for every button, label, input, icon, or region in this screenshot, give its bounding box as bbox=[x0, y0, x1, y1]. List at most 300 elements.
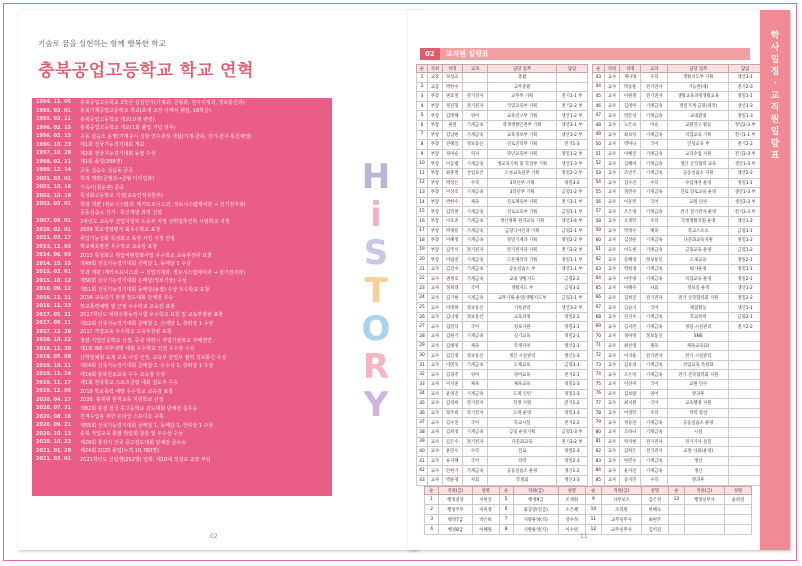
table-cell: 교사 bbox=[604, 92, 620, 102]
table-cell: 71 bbox=[593, 341, 605, 351]
table-cell: 공동실습소 지원 bbox=[668, 168, 729, 178]
table-cell: 교장 bbox=[428, 73, 443, 83]
table-cell: 생산계획 원격교육 기획 bbox=[488, 216, 557, 226]
table-cell: 수학 bbox=[641, 73, 668, 83]
table-cell: 박희정 bbox=[620, 264, 641, 274]
table-cell: SNS bbox=[668, 332, 729, 342]
table-cell: 학생 지원 bbox=[488, 399, 557, 409]
timeline-text: 충북공업고등학교 개교(교명 변경) bbox=[80, 116, 155, 123]
table-cell: 학생생활지원 운영 bbox=[668, 216, 729, 226]
timeline-date: 2017. 05. 31 bbox=[36, 311, 72, 318]
table-cell: 84 bbox=[593, 466, 605, 476]
table-cell: 생산 시설관리 bbox=[488, 351, 557, 361]
table-cell: 기계금속 bbox=[462, 264, 488, 274]
table-cell: 생산3-2 부 bbox=[556, 130, 587, 140]
table-cell: 기계금속 bbox=[462, 255, 488, 265]
table-cell: 전기3-1 부 bbox=[556, 197, 587, 207]
table-cell: 77 bbox=[593, 399, 605, 409]
table-cell: 박은희 bbox=[472, 515, 499, 525]
table-cell: 금형1-2 bbox=[729, 245, 762, 255]
table-cell: 57 bbox=[593, 207, 605, 217]
table-cell: 교무부 기획 bbox=[488, 92, 557, 102]
table-cell: 33 bbox=[417, 380, 428, 390]
table-cell: 15 bbox=[417, 207, 428, 217]
table-cell: 78 bbox=[593, 408, 605, 418]
table-cell: 정주희 bbox=[442, 408, 462, 418]
table-cell: 정밀기계 금형(제작) bbox=[668, 101, 729, 111]
table-cell: 김수진 bbox=[620, 178, 641, 188]
table-cell: 58 bbox=[593, 216, 605, 226]
column-header: 순 bbox=[425, 487, 439, 495]
page-number-left: 02 bbox=[210, 533, 218, 540]
table-cell: 사회 bbox=[462, 475, 488, 485]
table-cell: 박문성 bbox=[620, 111, 641, 121]
table-cell: 학생자치 bbox=[488, 341, 557, 351]
timeline-date: 1996. 10. 23 bbox=[36, 141, 72, 148]
table-cell: 정미순 bbox=[442, 149, 462, 159]
table-cell: 22 bbox=[417, 274, 428, 284]
table-row bbox=[593, 226, 762, 236]
table-cell: 정성교 bbox=[442, 73, 462, 83]
table-cell: 최보성 bbox=[620, 130, 641, 140]
table-cell: 74 bbox=[593, 370, 605, 380]
timeline-text: 2013 특성화고 취업역량강화사업 우수학교 교육부장관 표창 bbox=[80, 252, 212, 259]
table-cell: 이지훈 bbox=[620, 351, 641, 361]
table-cell: 생산2-3 부 bbox=[729, 197, 762, 207]
tab-character: 직 bbox=[770, 103, 780, 113]
table-cell: 부장 bbox=[428, 111, 443, 121]
timeline-entry bbox=[32, 107, 332, 116]
timeline-entry bbox=[32, 217, 332, 226]
timeline-text: 2019 학교폭력 예방 우수학교 교육감 표창 bbox=[80, 388, 174, 395]
table-row bbox=[417, 207, 588, 217]
table-cell: 김희진 bbox=[620, 293, 641, 303]
tab-character: 람 bbox=[770, 139, 780, 149]
table-cell: 46 bbox=[593, 101, 605, 111]
table-cell: 최현주 bbox=[641, 515, 668, 525]
table-row bbox=[593, 389, 762, 399]
table-cell: 영어 bbox=[641, 389, 668, 399]
timeline-date: 2007. 09. 01 bbox=[36, 218, 72, 225]
table-row bbox=[417, 274, 588, 284]
table-cell: 32 bbox=[417, 370, 428, 380]
timeline-text: 제1회 WE-하루대학 대회 우수학교 선정 우수상 수상 bbox=[80, 346, 195, 353]
table-cell: 정승연 bbox=[620, 418, 641, 428]
table-cell: 교육정보부 기획 bbox=[488, 130, 557, 140]
timeline-date: 2001. 03. 01 bbox=[36, 175, 72, 182]
table-cell: 기계금속 bbox=[462, 389, 488, 399]
timeline-date: 2019. 11. 17 bbox=[36, 379, 72, 386]
table-cell: 교사 bbox=[428, 437, 443, 447]
table-cell: 60 bbox=[593, 236, 605, 246]
table-cell: 김유리 bbox=[620, 360, 641, 370]
table-cell: 미술 bbox=[641, 120, 668, 130]
table-row bbox=[593, 245, 762, 255]
table-cell: 50 bbox=[593, 140, 605, 150]
table-row bbox=[593, 360, 762, 370]
table-cell: 정밀기계과 기획 bbox=[488, 236, 557, 246]
table-row bbox=[425, 505, 752, 515]
table-cell: 이현진 bbox=[472, 495, 499, 505]
table-cell: 기계금속 bbox=[462, 427, 488, 437]
table-cell: 김영미 bbox=[620, 101, 641, 111]
table-cell: 이원철 bbox=[620, 92, 641, 102]
table-cell: 67 bbox=[593, 303, 605, 313]
tab-character: 정 bbox=[770, 67, 780, 77]
timeline-entry bbox=[32, 294, 332, 303]
table-cell: 정밀2-2 bbox=[729, 293, 762, 303]
table-cell: 교사 bbox=[428, 456, 443, 466]
column-header: 성명 bbox=[641, 487, 668, 495]
history-letter: T bbox=[364, 271, 388, 311]
table-cell: 전기1-2 bbox=[556, 399, 587, 409]
table-row bbox=[425, 525, 752, 535]
table-cell: 11 bbox=[417, 168, 428, 178]
table-row bbox=[417, 159, 588, 169]
table-cell: 부장 bbox=[428, 149, 443, 159]
table-cell: 정밀2-3 부 bbox=[556, 168, 587, 178]
table-row bbox=[417, 389, 588, 399]
timeline-text: 제24회 2020 졸업(누적 10,760명) bbox=[80, 448, 160, 455]
table-cell: 김현기 bbox=[442, 332, 462, 342]
column-header: 교과 bbox=[641, 65, 668, 73]
table-cell: 기능반(제) bbox=[668, 82, 729, 92]
timeline-text: 충북기계공업고등학교 개교(초대 교장 이태식 취임, 16학급) bbox=[80, 108, 211, 115]
timeline-date: 1998. 02. 11 bbox=[36, 158, 72, 165]
history-letter: H bbox=[361, 157, 391, 197]
table-cell bbox=[729, 418, 762, 428]
table-cell: 43 bbox=[593, 73, 605, 83]
table-cell: 전기전자과 기획 bbox=[488, 245, 557, 255]
timeline-date: 2020. 04. 17 bbox=[36, 396, 72, 403]
table-cell: 영어교육 bbox=[488, 370, 557, 380]
table-cell: 영어 bbox=[462, 370, 488, 380]
table-row bbox=[417, 197, 588, 207]
table-cell: 행정실장 bbox=[439, 495, 472, 505]
timeline-entry bbox=[32, 447, 332, 456]
table-cell: 이지훈 bbox=[442, 380, 462, 390]
table-cell: 교사 bbox=[428, 370, 443, 380]
table-cell: 부장 bbox=[428, 245, 443, 255]
table-cell: 5 bbox=[499, 495, 513, 505]
timeline-date: 2020. 09. 21 bbox=[36, 422, 72, 429]
table-cell: 행정7급 bbox=[439, 515, 472, 525]
table-cell: 학력 bbox=[488, 456, 557, 466]
table-cell: 생산 bbox=[668, 456, 729, 466]
table-cell: 정보통신 bbox=[641, 332, 668, 342]
table-cell: 72 bbox=[593, 351, 605, 361]
table-cell: 교사 bbox=[428, 408, 443, 418]
column-header: 순 bbox=[499, 487, 513, 495]
table-cell: 기계금속 bbox=[462, 274, 488, 284]
table-row bbox=[417, 351, 588, 361]
column-header: 순 bbox=[417, 65, 428, 73]
table-cell: 김태영 bbox=[442, 341, 462, 351]
timeline-entry bbox=[32, 438, 332, 447]
table-cell: 전기3-2 부 bbox=[556, 437, 587, 447]
table-cell: 진로진학부 기획 bbox=[488, 140, 557, 150]
table-cell: 교사 bbox=[604, 197, 620, 207]
table-cell bbox=[729, 360, 762, 370]
table-cell bbox=[729, 408, 762, 418]
table-cell: 생산3-2 부 bbox=[556, 303, 587, 313]
table-cell: 35 bbox=[417, 399, 428, 409]
table-cell: 생산3-4 부 bbox=[556, 216, 587, 226]
table-cell: 생산3-1 부 bbox=[556, 120, 587, 130]
timeline-entry bbox=[32, 328, 332, 337]
timeline-entry bbox=[32, 345, 332, 354]
table-cell: 교사 bbox=[604, 73, 620, 83]
table-row bbox=[417, 188, 588, 198]
table-cell: 62 bbox=[593, 255, 605, 265]
table-cell: 기계금속 bbox=[641, 274, 668, 284]
timeline-text: 2021학년도 신입생(252명) 입학, 제10대 정성교 교장 부임 bbox=[80, 456, 211, 463]
table-row bbox=[417, 360, 588, 370]
table-cell: 44 bbox=[593, 82, 605, 92]
table-cell: 교사 bbox=[428, 418, 443, 428]
table-cell: 김수연 bbox=[442, 418, 462, 428]
table-cell: 김신영 bbox=[442, 351, 462, 361]
table-cell: 교사 bbox=[428, 293, 443, 303]
timeline-entry bbox=[32, 277, 332, 286]
table-cell: 금형 운영기획 bbox=[488, 427, 557, 437]
table-cell: 김미진 bbox=[641, 525, 668, 535]
column-header: 성명 bbox=[558, 487, 585, 495]
table-cell: 교사 bbox=[604, 456, 620, 466]
table-row bbox=[417, 370, 588, 380]
table-cell: 교사 bbox=[604, 380, 620, 390]
table-cell: 학교스포츠 bbox=[668, 226, 729, 236]
table-cell: 25 bbox=[417, 303, 428, 313]
timeline-entry bbox=[32, 209, 332, 218]
timeline-text: 제82회 충청 전국 중고등학교 검도대회 단체전 준우승 bbox=[80, 405, 198, 412]
table-cell: 정밀3-1 bbox=[556, 322, 587, 332]
timeline-text: 2020. 충북형 원격교육 지원학교 선정 bbox=[80, 397, 164, 404]
tab-character: 일 bbox=[770, 127, 780, 137]
table-cell: 66 bbox=[593, 293, 605, 303]
table-cell: 정아영 bbox=[620, 332, 641, 342]
table-cell: 9 bbox=[585, 495, 601, 505]
table-cell: 수학 bbox=[641, 216, 668, 226]
table-cell: 교사 bbox=[604, 140, 620, 150]
table-row bbox=[417, 341, 588, 351]
table-cell: 14 bbox=[417, 197, 428, 207]
timeline-date: 2018. 10. 22 bbox=[36, 337, 72, 344]
table-row bbox=[417, 140, 588, 150]
timeline-entry bbox=[32, 430, 332, 439]
table-cell: 전기2-3 bbox=[729, 82, 762, 92]
table-cell: 1 bbox=[425, 495, 439, 505]
table-row bbox=[417, 73, 588, 83]
table-cell: 교사 bbox=[604, 303, 620, 313]
column-header: 담임 bbox=[729, 65, 762, 73]
table-cell: 금형1-1 부 bbox=[556, 207, 587, 217]
table-cell: 김경주 bbox=[442, 370, 462, 380]
table-cell bbox=[729, 475, 762, 485]
table-cell bbox=[729, 447, 762, 457]
table-row bbox=[593, 178, 762, 188]
table-cell: 도제교육 bbox=[668, 255, 729, 265]
table-cell: 기계금속 bbox=[641, 264, 668, 274]
table-cell: 정진형 bbox=[442, 101, 462, 111]
table-cell: 교사 bbox=[604, 245, 620, 255]
table-row bbox=[593, 408, 762, 418]
timeline-text: 제1회 전국학교 스포츠클럽 대회 검도부 우승 bbox=[80, 380, 179, 387]
table-cell: 사무보조 bbox=[601, 495, 641, 505]
timeline-date: 2014. 06. 03 bbox=[36, 252, 72, 259]
timeline-entry bbox=[32, 421, 332, 430]
table-cell: 29 bbox=[417, 341, 428, 351]
timeline-text: 충북공업고등학교 3학년 실업인가(기계과, 금형과, 전자기계과, 정보통신과) bbox=[80, 99, 245, 106]
table-cell: 국어 bbox=[462, 284, 488, 294]
table-row bbox=[593, 351, 762, 361]
history-letter: S bbox=[363, 233, 389, 273]
table-cell: 정밀1-1 bbox=[729, 264, 762, 274]
table-cell: 부장 bbox=[428, 255, 443, 265]
timeline-entry bbox=[32, 413, 332, 422]
table-cell: 34 bbox=[417, 389, 428, 399]
table-cell: 권철 bbox=[442, 120, 462, 130]
table-row bbox=[593, 437, 762, 447]
timeline-text: 공동 실습소 운영(기계공시 실방 연수과정 개설(기계·금속, 전기·전자·통신계열) bbox=[80, 133, 252, 140]
table-cell: 생산2-2 bbox=[729, 168, 762, 178]
table-cell: 정밀1-1 bbox=[729, 92, 762, 102]
table-row bbox=[593, 341, 762, 351]
table-cell: 교사 bbox=[604, 168, 620, 178]
table-cell: 생산1-1 부 bbox=[556, 264, 587, 274]
table-cell: 기계금속 bbox=[641, 188, 668, 198]
table-cell: 금형3-1 부 bbox=[556, 293, 587, 303]
table-cell: 강수정 bbox=[558, 515, 585, 525]
table-cell: 전기2-2 bbox=[729, 322, 762, 332]
table-cell: 3학년부 기획 bbox=[488, 188, 557, 198]
table-cell: 교사 bbox=[428, 274, 443, 284]
timeline-text: 충북공업고등학교 개교(1회 졸업 기념 임무) bbox=[80, 125, 176, 132]
page-number-right: 11 bbox=[580, 533, 588, 540]
table-cell: 생산3-3 bbox=[556, 475, 587, 485]
history-timeline bbox=[32, 98, 332, 496]
table-cell: 76 bbox=[593, 389, 605, 399]
table-cell: 전기전자 bbox=[641, 447, 668, 457]
table-cell: 75 bbox=[593, 380, 605, 390]
table-cell: 이범연 bbox=[442, 255, 462, 265]
table-cell: 방과후 bbox=[668, 389, 729, 399]
table-cell: 변효철 bbox=[442, 92, 462, 102]
table-cell: 도제교육 bbox=[488, 360, 557, 370]
table-cell: 부장 bbox=[428, 216, 443, 226]
timeline-date: 1995. 03. 11 bbox=[36, 116, 72, 123]
table-cell: 생산 bbox=[668, 466, 729, 476]
table-cell: 정밀 시설관리 bbox=[668, 322, 729, 332]
table-cell: 체육 bbox=[641, 341, 668, 351]
column-header: 직위(급) bbox=[601, 487, 641, 495]
table-cell: 36 bbox=[417, 408, 428, 418]
table-cell: 국어 bbox=[641, 303, 668, 313]
table-cell: 7 bbox=[417, 130, 428, 140]
table-cell: 26 bbox=[417, 312, 428, 322]
table-cell: 금형교육 운영 bbox=[668, 245, 729, 255]
column-header: 교과 bbox=[462, 65, 488, 73]
table-cell: 3 bbox=[425, 515, 439, 525]
table-row bbox=[593, 140, 762, 150]
table-cell: 4 bbox=[417, 101, 428, 111]
table-cell: 김남현 bbox=[442, 130, 462, 140]
table-row bbox=[593, 322, 762, 332]
timeline-entry bbox=[32, 404, 332, 413]
tab-character: · bbox=[773, 79, 777, 89]
column-header: 담임 bbox=[556, 65, 587, 73]
table-cell: 교감 bbox=[428, 82, 443, 92]
table-cell: 51 bbox=[593, 149, 605, 159]
table-cell: 금형디자인과 기획 bbox=[488, 226, 557, 236]
table-cell: 윤민우 bbox=[442, 447, 462, 457]
table-cell: 전기전자 bbox=[641, 293, 668, 303]
table-cell: 정밀2-3 부 bbox=[729, 120, 762, 130]
table-cell: 12 bbox=[417, 178, 428, 188]
table-cell: 박상돈 bbox=[442, 178, 462, 188]
table-cell: 23 bbox=[417, 284, 428, 294]
tab-character: 학 bbox=[770, 31, 780, 41]
page-title: 충북공업고등학교 학교 연혁 bbox=[38, 61, 254, 81]
table-cell: 공동실습소 운영 bbox=[488, 466, 557, 476]
table-cell: 한민우 bbox=[620, 456, 641, 466]
table-cell: 진로체육부 기획 bbox=[488, 197, 557, 207]
table-cell: 교사 bbox=[604, 149, 620, 159]
table-cell bbox=[462, 73, 488, 83]
tab-character: 일 bbox=[770, 55, 780, 65]
table-cell: 기계금속 bbox=[641, 130, 668, 140]
table-row bbox=[593, 92, 762, 102]
table-cell: 전기2-2 부 bbox=[556, 101, 587, 111]
table-cell: 드론교육실무 기획 bbox=[488, 168, 557, 178]
timeline-date: 2011. 03. 17 bbox=[36, 235, 72, 242]
table-cell: 체육 bbox=[641, 226, 668, 236]
table-cell: 전기 산학협력회 지원 bbox=[668, 370, 729, 380]
table-cell: 공동실습소 부 bbox=[488, 264, 557, 274]
table-cell: 교사 bbox=[428, 312, 443, 322]
timeline-text: 제55회 전국기능경기대회 금메달 1, 동메달 1, 장려상 1 수상 bbox=[80, 422, 214, 429]
table-cell: 교사 bbox=[604, 447, 620, 457]
table-row bbox=[417, 418, 588, 428]
table-cell: 이도현 bbox=[620, 245, 641, 255]
table-cell: 70 bbox=[593, 332, 605, 342]
timeline-date: 2021. 01. 29 bbox=[36, 447, 72, 454]
staff-table-right bbox=[592, 64, 762, 486]
table-cell: 수학 bbox=[462, 178, 488, 188]
table-cell: 생산1-3 부 bbox=[729, 188, 762, 198]
timeline-entry bbox=[32, 311, 332, 320]
table-cell: 정밀2-1 bbox=[556, 332, 587, 342]
table-cell: 81 bbox=[593, 437, 605, 447]
column-header: 직위 bbox=[604, 65, 620, 73]
table-cell bbox=[685, 505, 725, 515]
timeline-text: 학교체육발전 우수학교 교육감 표창 bbox=[80, 244, 158, 251]
table-cell: 정밀2-3 bbox=[556, 456, 587, 466]
table-cell: 교사 bbox=[428, 264, 443, 274]
table-row bbox=[417, 466, 588, 476]
table-cell bbox=[556, 73, 587, 83]
table-cell: 한혜숙 bbox=[641, 505, 668, 515]
table-cell: 문혜경 bbox=[620, 255, 641, 265]
table-cell: 수업개선 운영 bbox=[668, 178, 729, 188]
table-cell: 기계금속 bbox=[641, 370, 668, 380]
table-cell: 교사 bbox=[604, 466, 620, 476]
table-cell: 교사 bbox=[604, 101, 620, 111]
table-cell: 진로교육부 기획 bbox=[488, 207, 557, 217]
table-cell: 행정주무 bbox=[439, 505, 472, 515]
timeline-date: 2020. 10. 22 bbox=[36, 439, 72, 446]
timeline-entry bbox=[32, 260, 332, 269]
